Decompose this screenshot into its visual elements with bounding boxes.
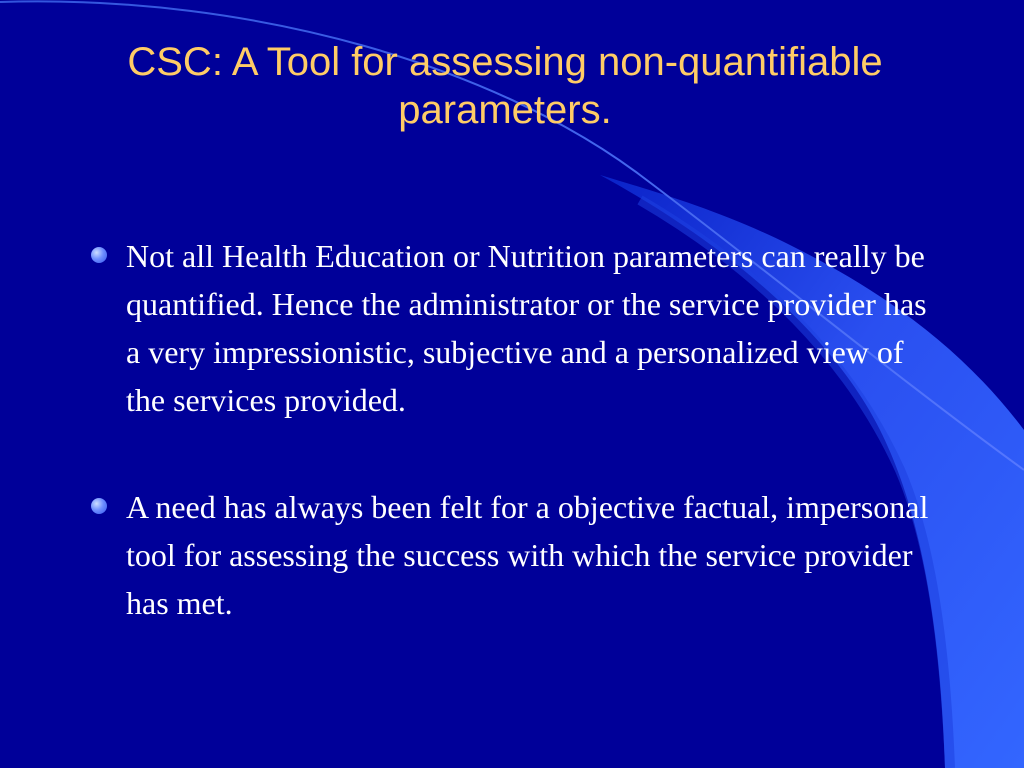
bullet-text: Not all Health Education or Nutrition parameters can really be quantified. Hence the administrator or the service provider has a very impressionistic, subjective and a personalized view of the services provided. <box>126 238 927 418</box>
bullet-dot-icon <box>91 247 107 263</box>
bullet-dot-icon <box>91 498 107 514</box>
bullet-text: A need has always been felt for a objective factual, impersonal tool for assessing the success with which the service provider has met. <box>126 489 929 621</box>
slide-title: CSC: A Tool for assessing non-quantifiable parameters. <box>127 40 883 132</box>
